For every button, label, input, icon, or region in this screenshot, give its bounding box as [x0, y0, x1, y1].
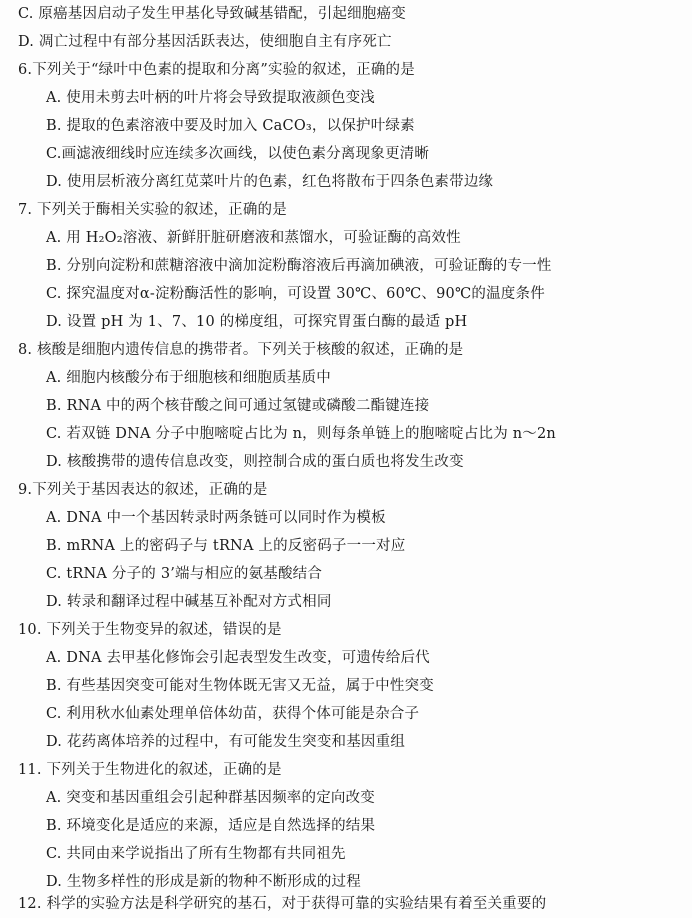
option-line: D. 凋亡过程中有部分基因活跃表达，使细胞自主有序死亡	[18, 34, 392, 50]
question-line: 11. 下列关于生物进化的叙述，正确的是	[18, 762, 282, 778]
option-line: D. 转录和翻译过程中碱基互补配对方式相同	[46, 594, 332, 610]
option-line: D. 生物多样性的形成是新的物种不断形成的过程	[46, 874, 361, 890]
option-line: A. 用 H₂O₂溶液、新鲜肝脏研磨液和蒸馏水，可验证酶的高效性	[46, 230, 461, 246]
option-line: A. 使用未剪去叶柄的叶片将会导致提取液颜色变浅	[46, 90, 375, 106]
option-line: A. DNA 去甲基化修饰会引起表型发生改变，可遗传给后代	[46, 650, 430, 666]
option-line: C. 探究温度对α-淀粉酶活性的影响，可设置 30℃、60℃、90℃的温度条件	[46, 286, 545, 302]
option-line: D. 使用层析液分离红苋菜叶片的色素，红色将散布于四条色素带边缘	[46, 174, 494, 190]
option-line: D. 核酸携带的遗传信息改变，则控制合成的蛋白质也将发生改变	[46, 454, 464, 470]
option-line: D. 设置 pH 为 1、7、10 的梯度组，可探究胃蛋白酶的最适 pH	[46, 314, 468, 330]
option-line: B. RNA 中的两个核苷酸之间可通过氢键或磷酸二酯键连接	[46, 398, 430, 414]
option-line: C. 原癌基因启动子发生甲基化导致碱基错配，引起细胞癌变	[18, 6, 406, 22]
question-line: 6.下列关于“绿叶中色素的提取和分离”实验的叙述，正确的是	[18, 62, 415, 78]
question-line: 12. 科学的实验方法是科学研究的基石，对于获得可靠的实验结果有着至关重要的	[18, 896, 547, 912]
option-line: A. 细胞内核酸分布于细胞核和细胞质基质中	[46, 370, 331, 386]
option-line: D. 花药离体培养的过程中，有可能发生突变和基因重组	[46, 734, 406, 750]
option-line: C. tRNA 分子的 3’端与相应的氨基酸结合	[46, 566, 323, 582]
option-line: C. 利用秋水仙素处理单倍体幼苗，获得个体可能是杂合子	[46, 706, 420, 722]
option-line: B. 提取的色素溶液中要及时加入 CaCO₃，以保护叶绿素	[46, 118, 415, 134]
option-line: A. 突变和基因重组会引起种群基因频率的定向改变	[46, 790, 375, 806]
question-line: 10. 下列关于生物变异的叙述，错误的是	[18, 622, 282, 638]
question-line: 7. 下列关于酶相关实验的叙述，正确的是	[18, 202, 287, 218]
question-line: 8. 核酸是细胞内遗传信息的携带者。下列关于核酸的叙述，正确的是	[18, 342, 464, 358]
option-line: B. 有些基因突变可能对生物体既无害又无益，属于中性突变	[46, 678, 434, 694]
option-line: A. DNA 中一个基因转录时两条链可以同时作为模板	[46, 510, 386, 526]
option-line: C. 共同由来学说指出了所有生物都有共同祖先	[46, 846, 346, 862]
option-line: B. 环境变化是适应的来源，适应是自然选择的结果	[46, 818, 376, 834]
option-line: B. 分别向淀粉和蔗糖溶液中滴加淀粉酶溶液后再滴加碘液，可验证酶的专一性	[46, 258, 552, 274]
option-line: C. 若双链 DNA 分子中胞嘧啶占比为 n，则每条单链上的胞嘧啶占比为 n～2n	[46, 426, 556, 442]
option-line: B. mRNA 上的密码子与 tRNA 上的反密码子一一对应	[46, 538, 406, 554]
option-line: C.画滤液细线时应连续多次画线，以使色素分离现象更清晰	[46, 146, 430, 162]
question-line: 9.下列关于基因表达的叙述，正确的是	[18, 482, 268, 498]
